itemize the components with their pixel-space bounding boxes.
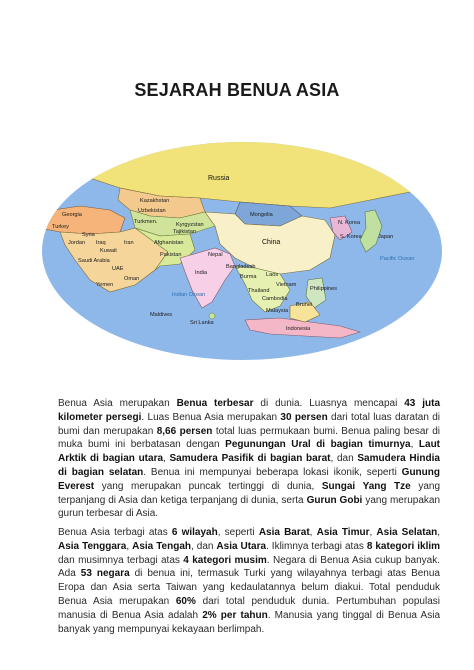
map-label-uzbekistan: Uzbekistan [138, 208, 166, 214]
map-label-afghanistan: Afghanistan [154, 240, 184, 246]
map-label-pakistan: Pakistan [160, 252, 182, 258]
region-sri-lanka [209, 313, 215, 319]
map-label-iran: Iran [124, 240, 134, 246]
map-label-saudi-arabia: Saudi Arabia [78, 258, 110, 264]
map-label-tajikistan: Tajikistan [173, 229, 197, 235]
map-label-bangladesh: Bangladesh [226, 264, 256, 270]
map-label-georgia: Georgia [62, 212, 82, 218]
map-label-syria: Syria [82, 232, 95, 238]
map-label-china: China [262, 239, 281, 246]
map-label-philippines: Philippines [310, 286, 338, 292]
map-label-pacific-ocean: Pacific Ocean [380, 256, 415, 262]
asia-map [40, 140, 444, 362]
page-title: SEJARAH BENUA ASIA [134, 80, 340, 100]
map-label-sri-lanka: Sri Lanka [190, 320, 214, 326]
map-label-oman: Oman [124, 276, 140, 282]
map-label-uae: UAE [112, 266, 124, 272]
map-label-vietnam: Vietnam [276, 282, 297, 288]
map-label-s-korea: S. Korea [340, 234, 362, 240]
paragraph-regions: Benua Asia terbagi atas 6 wilayah, seperti Asia Barat, Asia Timur, Asia Selatan, Asia Tenggara, Asia Tengah, dan Asia Utara. Iklimnya terbagi atas 8 kategori iklim dan musimnya terbagi atas 4 kategori musim. Negara di Benua Asia cukup banyak. Ada 53 negara di benua ini, termasuk Turki yang wilayahnya terbagi atas Benua Eropa dan Asia serta Taiwan yang kedaulatannya belum diakui. Total penduduk Benua Asia merupakan 60% dari total penduduk dunia. Pertumbuhan populasi manusia di Benua Asia adalah 2% per tahun. Manusia yang tinggal di Benua Asia banyak yang mempunyai kekayaan berlimpah. [58, 527, 441, 635]
map-label-japan: Japan [378, 234, 394, 240]
map-label-russia: Russia [208, 175, 230, 182]
map-label-jordan: Jordan [68, 240, 86, 246]
map-label-yemen: Yemen [96, 282, 114, 288]
paragraph-overview: Benua Asia merupakan Benua terbesar di dunia. Luasnya mencapai 43 juta kilometer persegi. Luas Benua Asia merupakan 30 persen dari total luas daratan di bumi dan merupakan 8,66 persen total luas permukaan bumi. Benua paling besar di muka bumi ini berbatasan dengan Pegunungan Ural di bagian timurnya, Laut Arktik di bagian utara, Samudera Pasifik di bagian barat, dan Samudera Hindia di bagian selatan. Benua ini mempunyai beberapa lokasi ikonik, seperti Gunung Everest yang merupakan puncak tertinggi di dunia, Sungai Yang Tze yang terpanjang di Asia dan ketiga terpanjang di dunia, serta Gurun Gobi yang merupakan gurun terbesar di Asia. [58, 398, 441, 520]
map-label-kazakhstan: Kazakhstan [140, 198, 170, 204]
map-label-nepal: Nepal [208, 252, 223, 258]
map-label-india: India [195, 270, 208, 276]
map-label-brunei: Brunei [296, 302, 313, 308]
map-label-kyrgyzstan: Kyrgyzstan [176, 222, 204, 228]
map-label-kuwait: Kuwait [100, 248, 117, 254]
map-label-iraq: Iraq [96, 240, 106, 246]
map-label-turkmen: Turkmen. [134, 219, 158, 225]
map-label-laos: Laos [266, 272, 279, 278]
map-label-n-korea: N. Korea [338, 220, 361, 226]
map-label-indonesia: Indonesia [286, 326, 311, 332]
map-label-thailand: Thailand [248, 288, 270, 294]
map-label-cambodia: Cambodia [262, 296, 288, 302]
map-label-turkey: Turkey [52, 224, 69, 230]
map-label-indian-ocean: Indian Ocean [172, 292, 206, 298]
map-label-malaysia: Malaysia [266, 308, 289, 314]
map-label-maldives: Maldives [150, 312, 173, 318]
map-label-burma: Burma [240, 274, 257, 280]
map-label-mongolia: Mongolia [250, 212, 273, 218]
